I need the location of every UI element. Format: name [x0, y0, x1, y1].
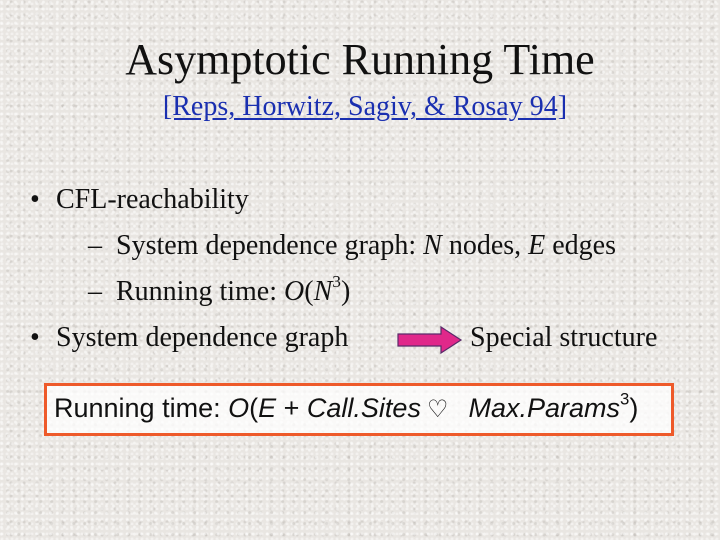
subitem-prefix: System dependence graph: [116, 230, 424, 261]
bullet-icon: • [30, 184, 40, 215]
big-o: O [284, 276, 305, 307]
var-e: E [258, 393, 277, 423]
var-e: E [528, 230, 546, 261]
subitem-running-time [88, 271, 351, 309]
bullet-cfl-reachability [30, 183, 249, 217]
special-structure-label: Special structure [470, 322, 658, 353]
plus-sign: + [276, 393, 307, 423]
citation-link[interactable]: [Reps, Horwitz, Sagiv, & Rosay 94] [162, 91, 568, 122]
var-n: N [313, 276, 333, 307]
bullet-text: CFL-reachability [56, 184, 249, 215]
paren-close: ) [340, 276, 351, 307]
subitem-dependence-graph [88, 229, 616, 263]
subitem-mid: nodes, [441, 230, 529, 261]
slide-title: Asymptotic Running Time [125, 35, 595, 84]
paren-open: ( [304, 276, 314, 307]
subitem-suffix: edges [545, 230, 617, 261]
multiply-symbol-icon: ♡ [426, 395, 449, 423]
right-arrow-icon [397, 326, 463, 354]
var-maxparams: Max.Params [468, 393, 621, 423]
exponent: 3 [620, 389, 630, 409]
dash-icon: – [88, 276, 102, 307]
paren-close: ) [629, 393, 639, 423]
exponent: 3 [332, 271, 341, 291]
dash-icon: – [88, 230, 102, 261]
bullet-icon: • [30, 322, 40, 353]
boxed-formula [54, 391, 638, 426]
var-n: N [423, 230, 442, 261]
paren-open: ( [249, 393, 259, 423]
var-callsites: Call.Sites [306, 393, 421, 423]
formula-prefix: Running time: [54, 393, 229, 423]
bullet-system-dependence-graph [30, 321, 348, 355]
subitem-prefix: Running time: [116, 276, 284, 307]
big-o: O [228, 393, 250, 423]
bullet-text: System dependence graph [56, 322, 349, 353]
